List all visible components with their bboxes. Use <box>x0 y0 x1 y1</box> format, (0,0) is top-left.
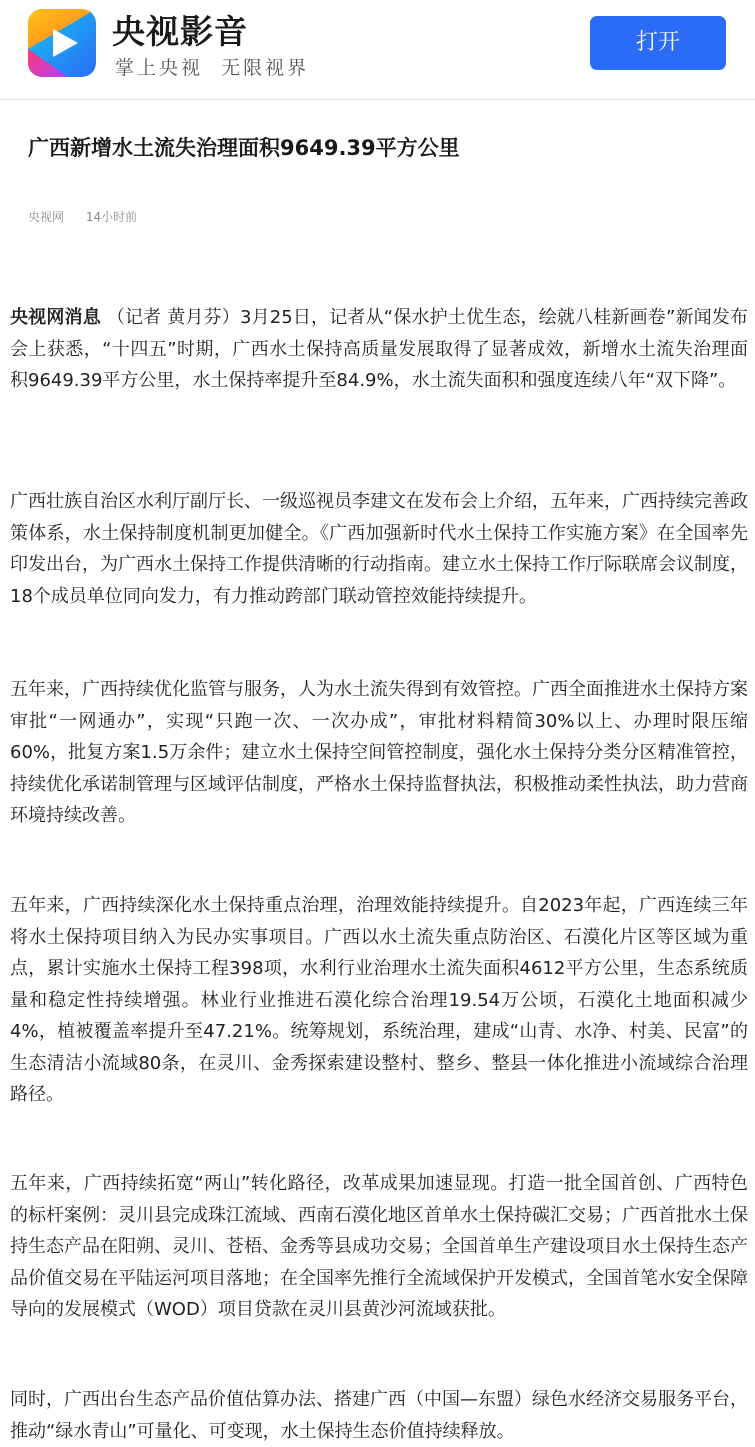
article-source[interactable]: 央视网 <box>28 210 65 224</box>
article-paragraph-1 <box>10 302 748 397</box>
cctv-video-app-logo-icon[interactable] <box>28 9 96 77</box>
publish-time: 14小时前 <box>85 210 138 224</box>
paragraph-text: （记者 黄月芬）3月25日，记者从“保水护土优生态，绘就八桂新画卷”新闻发布会上获悉，“十四五”时期，广西水土保持高质量发展取得了显著成效，新增水土流失治理面积9649.39平方公里，水土保持率提升至84.9%，水土流失面积和强度连续八年“双下降”。 <box>10 307 748 391</box>
app-name: 央视影音 <box>112 12 248 51</box>
article-meta <box>28 208 137 226</box>
lead-source: 央视网消息 <box>10 307 101 328</box>
article-paragraph-4: 五年来，广西持续深化水土保持重点治理，治理效能持续提升。自2023年起，广西连续三年将水土保持项目纳入为民办实事项目。广西以水土流失重点防治区、石漠化片区等区域为重点，累计实施水土保持工程398项，水利行业治理水土流失面积4612平方公里，生态系统质量和稳定性持续增强。林业行业推进石漠化综合治理19.54万公顷，石漠化土地面积减少4%，植被覆盖率提升至47.21%。统筹规划，系统治理，建成“山青、水净、村美、民富”的生态清洁小流域80条，在灵川、金秀探索建设整村、整乡、整县一体化推进小流域综合治理路径。 <box>10 895 748 1105</box>
app-download-banner <box>0 0 755 100</box>
article-paragraph-2: 广西壮族自治区水利厅副厅长、一级巡视员李建文在发布会上介绍，五年来，广西持续完善政策体系，水土保持制度机制更加健全。《广西加强新时代水土保持工作实施方案》在全国率先印发出台，为广西水土保持工作提供清晰的行动指南。建立水土保持工作厅际联席会议制度，18个成员单位同向发力，有力推动跨部门联动管控效能持续提升。 <box>10 491 748 607</box>
article-paragraph-6: 同时，广西出台生态产品价值估算办法、搭建广西（中国—东盟）绿色水经济交易服务平台，推动“绿水青山”可量化、可变现，水土保持生态价值持续释放。 <box>10 1389 748 1442</box>
article-title: 广西新增水土流失治理面积9649.39平方公里 <box>28 136 460 160</box>
app-slogan: 掌上央视 无限视界 <box>115 57 310 79</box>
open-app-button[interactable]: 打开 <box>590 16 726 70</box>
article-paragraph-3: 五年来，广西持续优化监管与服务，人为水土流失得到有效管控。广西全面推进水土保持方案审批“一网通办”，实现“只跑一次、一次办成”，审批材料精简30%以上、办理时限压缩60%，批复方案1.5万余件；建立水土保持空间管控制度，强化水土保持分类分区精准管控，持续优化承诺制管理与区域评估制度，严格水土保持监督执法，积极推动柔性执法，助力营商环境持续改善。 <box>10 679 748 826</box>
article-paragraph-5: 五年来，广西持续拓宽“两山”转化路径，改革成果加速显现。打造一批全国首创、广西特色的标杆案例：灵川县完成珠江流域、西南石漠化地区首单水土保持碳汇交易；广西首批水土保持生态产品在阳朔、灵川、苍梧、金秀等县成功交易；全国首单生产建设项目水土保持生态产品价值交易在平陆运河项目落地；在全国率先推行全流域保护开发模式，全国首笔水安全保障导向的发展模式（WOD）项目贷款在灵川县黄沙河流域获批。 <box>10 1173 748 1320</box>
